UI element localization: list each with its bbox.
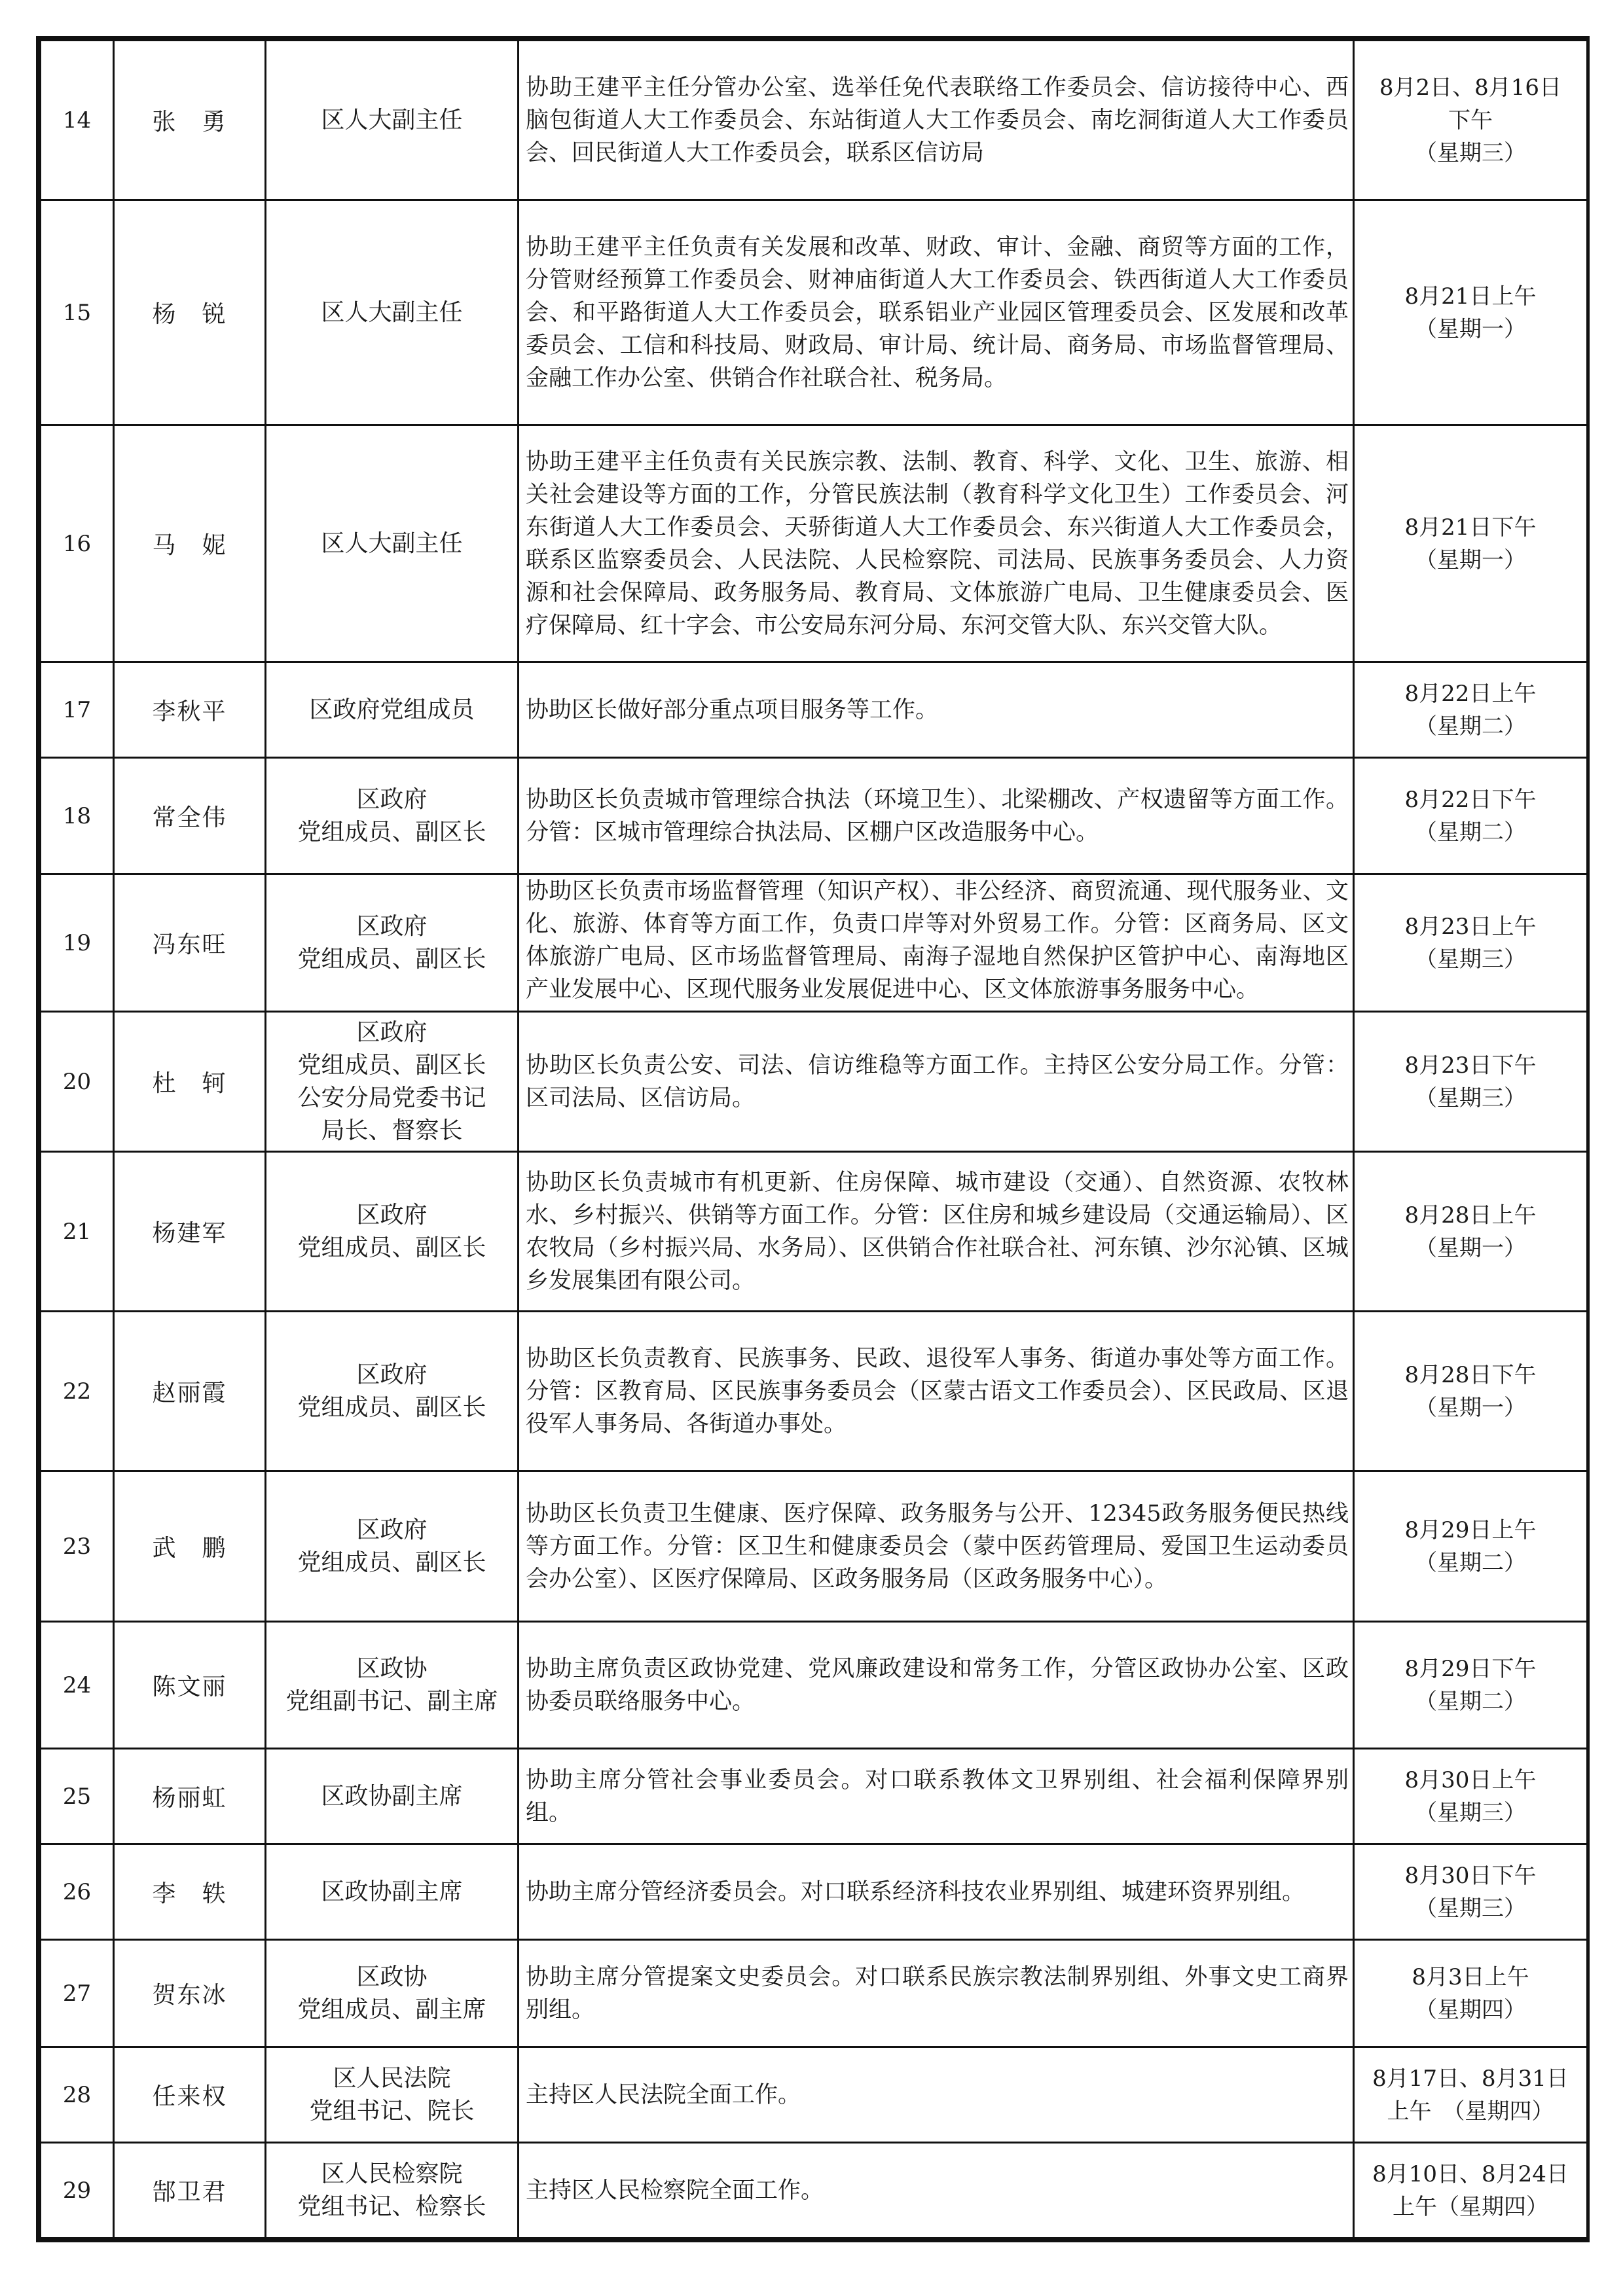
table-row — [41, 200, 1588, 425]
title-line: 党组成员、副区长 — [297, 1051, 486, 1079]
duty-description: 协助王建平主任负责有关民族宗教、法制、教育、科学、文化、卫生、旅游、相关社会建设等方面的工作，分管民族法制（教育科学文化卫生）工作委员会、河东街道人大工作委员会、天骄街道人大工作委员会、东兴街道人大工作委员会，联系区监察委员会、人民法院、人民检察院、司法局、民族事务委员会、人力资源和社会保障局、政务服务局、教育局、文体旅游广电局、卫生健康委员会、医疗保障局、红十字会、市公安局东河分局、东河交管大队、东兴交管大队。 — [519, 425, 1354, 662]
time-line: 8月22日下午 — [1404, 786, 1537, 813]
time-line: 8月28日上午 — [1404, 1202, 1537, 1229]
reception-time — [1354, 425, 1588, 662]
person-title — [266, 2047, 519, 2143]
time-line: 8月17日、8月31日 — [1372, 2065, 1569, 2092]
row-number: 17 — [41, 662, 114, 758]
title-line: 区政协 — [356, 1963, 428, 1990]
reception-time — [1354, 41, 1588, 200]
row-number: 25 — [41, 1749, 114, 1844]
table-row — [41, 425, 1588, 662]
person-name: 贺东冰 — [114, 1940, 266, 2047]
duty-description: 主持区人民法院全面工作。 — [519, 2047, 1354, 2143]
reception-time — [1354, 2047, 1588, 2143]
row-number: 24 — [41, 1622, 114, 1749]
reception-time — [1354, 1844, 1588, 1940]
person-title — [266, 874, 519, 1012]
duty-description: 协助主席分管社会事业委员会。对口联系教体文卫界别组、社会福利保障界别组。 — [519, 1749, 1354, 1844]
person-name: 任来权 — [114, 2047, 266, 2143]
duty-description: 协助王建平主任分管办公室、选举任免代表联络工作委员会、信访接待中心、西脑包街道人大工作委员会、东站街道人大工作委员会、南圪洞街道人大工作委员会、回民街道人大工作委员会，联系区信访局 — [519, 41, 1354, 200]
time-line: （星期二） — [1415, 713, 1526, 740]
title-line: 区政府 — [356, 785, 428, 813]
time-line: （星期三） — [1415, 1895, 1526, 1922]
duty-description: 协助区长负责公安、司法、信访维稳等方面工作。主持区公安分局工作。分管：区司法局、区信访局。 — [519, 1012, 1354, 1152]
duty-description: 协助主席分管提案文史委员会。对口联系民族宗教法制界别组、外事文史工商界别组。 — [519, 1940, 1354, 2047]
title-line: 区政府 — [356, 912, 428, 940]
person-name: 杨 锐 — [114, 200, 266, 425]
reception-time — [1354, 758, 1588, 874]
time-line: （星期一） — [1415, 1394, 1526, 1421]
table-row — [41, 1312, 1588, 1471]
schedule-table — [39, 39, 1588, 2239]
person-name: 武 鹏 — [114, 1471, 266, 1622]
person-title — [266, 1749, 519, 1844]
duty-description: 协助王建平主任负责有关发展和改革、财政、审计、金融、商贸等方面的工作，分管财经预算工作委员会、财神庙街道人大工作委员会、铁西街道人大工作委员会、和平路街道人大工作委员会，联系铝业产业园区管理委员会、区发展和改革委员会、工信和科技局、财政局、审计局、统计局、商务局、市场监督管理局、金融工作办公室、供销合作社联合社、税务局。 — [519, 200, 1354, 425]
person-name: 马 妮 — [114, 425, 266, 662]
person-title — [266, 758, 519, 874]
title-line: 党组副书记、副主席 — [285, 1687, 498, 1715]
title-line: 公安分局党委书记 — [297, 1084, 486, 1111]
time-line: 下午 — [1448, 107, 1493, 134]
row-number: 27 — [41, 1940, 114, 2047]
time-line: （星期二） — [1415, 1688, 1526, 1715]
person-name: 李 轶 — [114, 1844, 266, 1940]
person-title — [266, 2143, 519, 2238]
time-line: 上午（星期四） — [1393, 2193, 1548, 2220]
row-number: 26 — [41, 1844, 114, 1940]
time-line: （星期三） — [1415, 139, 1526, 166]
table-row — [41, 41, 1588, 200]
time-line: 8月30日下午 — [1404, 1862, 1537, 1889]
duty-text: 协助区长负责市场监督管理（知识产权）、非公经济、商贸流通、现代服务业、文化、旅游、体育等方面工作，负责口岸等对外贸易工作。分管：区商务局、区文体旅游广电局、区市场监督管理局、南海子湿地自然保护区管护中心、南海地区产业发展中心、区现代服务业发展促进中心、区文体旅游事务服务中心。 — [526, 878, 1349, 1003]
title-line: 区人大副主任 — [321, 106, 463, 134]
duty-description: 协助区长负责教育、民族事务、民政、退役军人事务、街道办事处等方面工作。分管：区教育局、区民族事务委员会（区蒙古语文工作委员会）、区民政局、区退役军人事务局、各街道办事处。 — [519, 1312, 1354, 1471]
reception-time — [1354, 1312, 1588, 1471]
row-number: 15 — [41, 200, 114, 425]
time-line: 8月23日上午 — [1404, 913, 1537, 940]
person-name: 杨建军 — [114, 1152, 266, 1312]
time-line: 8月29日上午 — [1404, 1516, 1537, 1543]
title-line: 党组成员、副区长 — [297, 1393, 486, 1421]
title-line: 党组成员、副区长 — [297, 818, 486, 846]
reception-time — [1354, 1749, 1588, 1844]
duty-clip — [526, 875, 1349, 1009]
row-number: 20 — [41, 1012, 114, 1152]
time-line: （星期一） — [1415, 315, 1526, 342]
person-name: 赵丽霞 — [114, 1312, 266, 1471]
person-title — [266, 1471, 519, 1622]
title-line: 党组成员、副区长 — [297, 945, 486, 973]
title-line: 区人民检察院 — [321, 2160, 463, 2187]
title-line: 区政府 — [356, 1516, 428, 1543]
person-title — [266, 662, 519, 758]
duty-description — [519, 874, 1354, 1012]
title-line: 区政协副主席 — [321, 1782, 463, 1810]
time-line: （星期一） — [1415, 547, 1526, 573]
duty-description: 协助区长负责城市管理综合执法（环境卫生）、北梁棚改、产权遗留等方面工作。分管：区城市管理综合执法局、区棚户区改造服务中心。 — [519, 758, 1354, 874]
person-title — [266, 1844, 519, 1940]
reception-time — [1354, 200, 1588, 425]
duty-description: 协助主席分管经济委员会。对口联系经济科技农业界别组、城建环资界别组。 — [519, 1844, 1354, 1940]
time-line: 8月2日、8月16日 — [1379, 74, 1562, 101]
time-line: 8月30日上午 — [1404, 1767, 1537, 1793]
row-number: 14 — [41, 41, 114, 200]
title-line: 区政府 — [356, 1361, 428, 1388]
time-line: （星期三） — [1415, 1799, 1526, 1826]
time-line: （星期一） — [1415, 1234, 1526, 1261]
title-line: 党组成员、副区长 — [297, 1234, 486, 1261]
person-name: 杨丽虹 — [114, 1749, 266, 1844]
time-line: 8月23日下午 — [1404, 1052, 1537, 1079]
person-title — [266, 200, 519, 425]
table-row — [41, 1749, 1588, 1844]
person-title — [266, 1012, 519, 1152]
table-row — [41, 1844, 1588, 1940]
person-name: 陈文丽 — [114, 1622, 266, 1749]
duty-description: 主持区人民检察院全面工作。 — [519, 2143, 1354, 2238]
time-line: 8月10日、8月24日 — [1372, 2161, 1569, 2187]
row-number: 22 — [41, 1312, 114, 1471]
reception-time — [1354, 2143, 1588, 2238]
person-name: 郜卫君 — [114, 2143, 266, 2238]
duty-description: 协助区长负责卫生健康、医疗保障、政务服务与公开、12345政务服务便民热线等方面工作。分管：区卫生和健康委员会（蒙中医药管理局、爱国卫生运动委员会办公室）、区医疗保障局、区政务服务局（区政务服务中心）。 — [519, 1471, 1354, 1622]
table-row — [41, 1940, 1588, 2047]
person-title — [266, 1622, 519, 1749]
title-line: 党组书记、检察长 — [297, 2193, 486, 2220]
table-row — [41, 2143, 1588, 2238]
reception-time — [1354, 874, 1588, 1012]
title-line: 区人民法院 — [333, 2064, 451, 2092]
row-number: 21 — [41, 1152, 114, 1312]
person-name: 常全伟 — [114, 758, 266, 874]
time-line: 8月22日上午 — [1404, 680, 1537, 707]
time-line: （星期三） — [1415, 946, 1526, 973]
time-line: 8月21日下午 — [1404, 514, 1537, 541]
person-name: 冯东旺 — [114, 874, 266, 1012]
time-line: 8月21日上午 — [1404, 283, 1537, 310]
table-row — [41, 2047, 1588, 2143]
title-line: 局长、督察长 — [321, 1117, 463, 1144]
table-row — [41, 1152, 1588, 1312]
row-number: 29 — [41, 2143, 114, 2238]
reception-time — [1354, 1152, 1588, 1312]
time-line: （星期四） — [1415, 1996, 1526, 2023]
duty-description: 协助区长做好部分重点项目服务等工作。 — [519, 662, 1354, 758]
title-line: 区人大副主任 — [321, 298, 463, 326]
time-line: （星期二） — [1415, 1549, 1526, 1576]
time-line: 上午 （星期四） — [1387, 2098, 1554, 2125]
person-name: 李秋平 — [114, 662, 266, 758]
person-title — [266, 1152, 519, 1312]
title-line: 区政府 — [356, 1201, 428, 1229]
title-line: 党组书记、院长 — [309, 2097, 475, 2125]
table-row — [41, 758, 1588, 874]
duty-description: 协助主席负责区政协党建、党风廉政建设和常务工作，分管区政协办公室、区政协委员联络服务中心。 — [519, 1622, 1354, 1749]
time-line: 8月3日上午 — [1412, 1964, 1529, 1990]
reception-time — [1354, 1940, 1588, 2047]
person-title — [266, 1312, 519, 1471]
time-line: 8月29日下午 — [1404, 1655, 1537, 1682]
schedule-sheet — [36, 36, 1590, 2242]
title-line: 区政府 — [356, 1018, 428, 1046]
title-line: 区政协 — [356, 1655, 428, 1682]
table-row — [41, 1471, 1588, 1622]
table-row — [41, 1622, 1588, 1749]
title-line: 党组成员、副区长 — [297, 1549, 486, 1576]
table-row — [41, 662, 1588, 758]
row-number: 19 — [41, 874, 114, 1012]
title-line: 党组成员、副主席 — [297, 1996, 486, 2023]
person-title — [266, 41, 519, 200]
title-line: 区政府党组成员 — [309, 696, 475, 723]
table-row — [41, 1012, 1588, 1152]
reception-time — [1354, 662, 1588, 758]
row-number: 28 — [41, 2047, 114, 2143]
table-row — [41, 874, 1588, 1012]
person-name: 杜 轲 — [114, 1012, 266, 1152]
time-line: 8月28日下午 — [1404, 1361, 1537, 1388]
reception-time — [1354, 1012, 1588, 1152]
person-title — [266, 425, 519, 662]
reception-time — [1354, 1471, 1588, 1622]
row-number: 23 — [41, 1471, 114, 1622]
reception-time — [1354, 1622, 1588, 1749]
time-line: （星期二） — [1415, 819, 1526, 846]
time-line: （星期三） — [1415, 1085, 1526, 1111]
person-name: 张 勇 — [114, 41, 266, 200]
duty-description: 协助区长负责城市有机更新、住房保障、城市建设（交通）、自然资源、农牧林水、乡村振兴、供销等方面工作。分管：区住房和城乡建设局（交通运输局）、区农牧局（乡村振兴局、水务局）、区供销合作社联合社、河东镇、沙尔沁镇、区城乡发展集团有限公司。 — [519, 1152, 1354, 1312]
title-line: 区政协副主席 — [321, 1878, 463, 1905]
person-title — [266, 1940, 519, 2047]
title-line: 区人大副主任 — [321, 529, 463, 557]
row-number: 16 — [41, 425, 114, 662]
row-number: 18 — [41, 758, 114, 874]
